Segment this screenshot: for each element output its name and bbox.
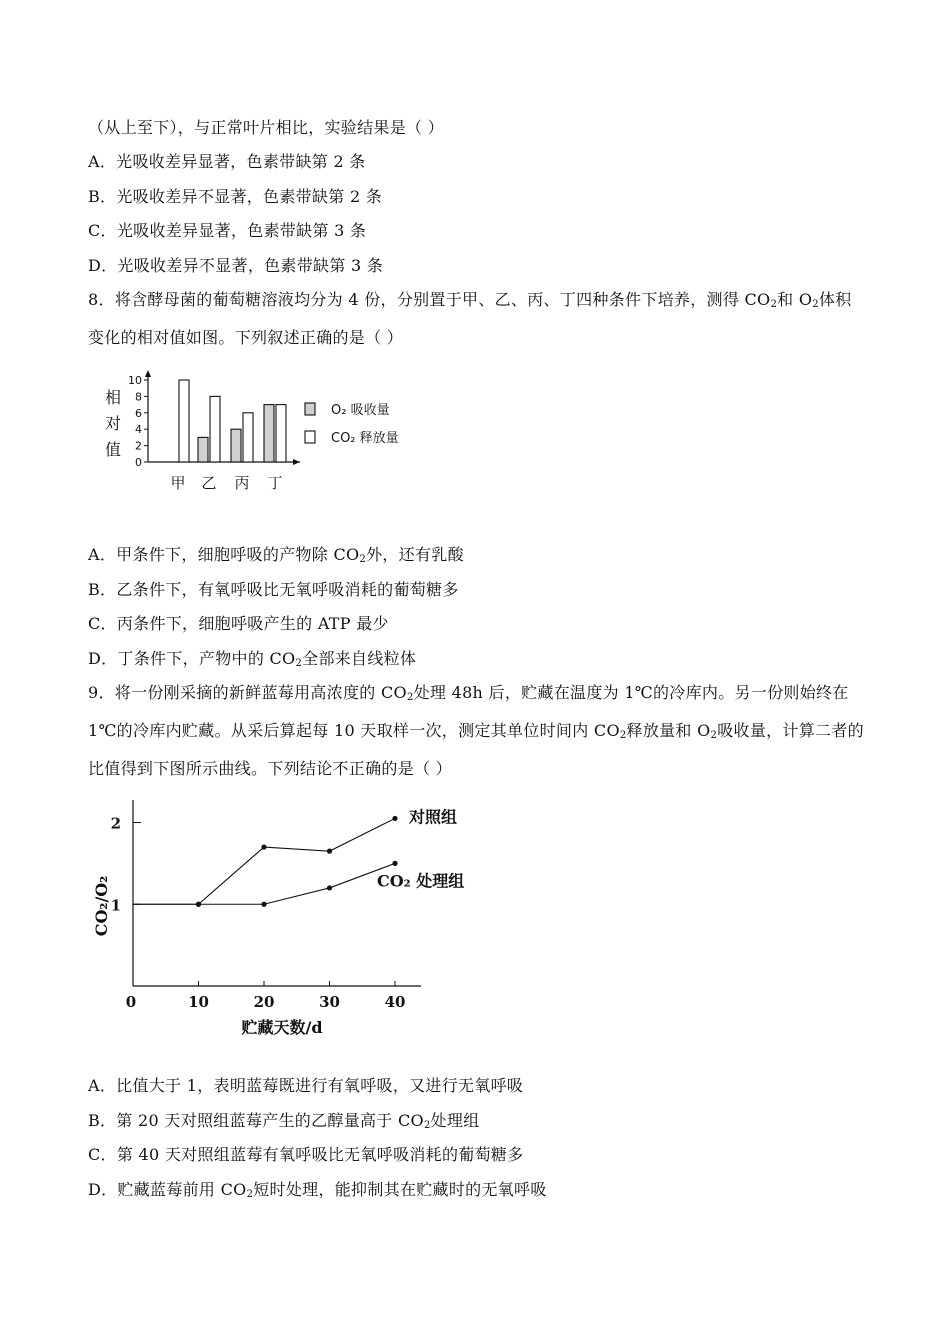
- x-tick-label: 0: [125, 993, 137, 1011]
- q8-stem-line2: 变化的相对值如图。下列叙述正确的是（ ）: [88, 328, 404, 347]
- x-tick-label: 40: [384, 993, 406, 1011]
- q9-stem-line1: 9．将一份刚采摘的新鲜蓝莓用高浓度的 $CO_2$处理 48h 后，贮藏在温度为 1℃的冷库内。另一份则始终在: [88, 683, 849, 703]
- data-point: [261, 902, 266, 907]
- series-label: 对照组: [409, 807, 458, 827]
- x-tick-label: 20: [253, 993, 275, 1011]
- x-tick-label: 乙: [201, 474, 217, 492]
- q8-option-a: A．甲条件下，细胞呼吸的产物除 $CO_2$外，还有乳酸: [88, 545, 464, 565]
- series-line-1: [133, 863, 395, 904]
- q7-option-a: A．光吸收差异显著，色素带缺第 2 条: [88, 152, 366, 171]
- x-tick-label: 10: [188, 993, 209, 1011]
- q8-option-c: C．丙条件下，细胞呼吸产生的 ATP 最少: [88, 614, 389, 633]
- legend-label: CO₂ 释放量: [331, 431, 399, 446]
- bar-o2-乙: [198, 437, 208, 462]
- q9-line-chart: [85, 795, 485, 1045]
- data-point: [327, 849, 332, 854]
- y-axis-label-char: 对: [104, 414, 122, 433]
- q9-stem-line3: 比值得到下图所示曲线。下列结论不正确的是（ ）: [88, 759, 452, 778]
- q9-option-c: C．第 40 天对照组蓝莓有氧呼吸比无氧呼吸消耗的葡萄糖多: [88, 1145, 524, 1164]
- bar-co2-乙: [210, 396, 220, 462]
- q8-stem-line1: 8．将含酵母菌的葡萄糖溶液均分为 4 份，分别置于甲、乙、丙、丁四种条件下培养，测得 $CO_2$和 $O_2$体积: [88, 290, 852, 310]
- y-tick-label: 1: [110, 896, 121, 915]
- data-point: [196, 902, 201, 907]
- q8-option-d: D．丁条件下，产物中的 $CO_2$全部来自线粒体: [88, 649, 417, 669]
- q7-option-c: C．光吸收差异显著，色素带缺第 3 条: [88, 221, 367, 240]
- q9-stem-line2: 1℃的冷库内贮藏。从采后算起每 10 天取样一次，测定其单位时间内 $CO_2$释放量和 $O_2$吸收量，计算二者的: [88, 721, 864, 741]
- data-point: [327, 885, 332, 890]
- y-axis-label: CO₂/O₂: [92, 875, 111, 937]
- bar-o2-丙: [231, 429, 241, 462]
- q7-option-d: D．光吸收差异不显著，色素带缺第 3 条: [88, 256, 384, 275]
- q7-stem-tail: （从上至下），与正常叶片相比，实验结果是（ ）: [88, 118, 444, 137]
- y-axis-label-char: 相: [104, 388, 122, 407]
- data-point: [392, 861, 397, 866]
- x-tick-label: 30: [319, 993, 340, 1011]
- data-point: [392, 816, 397, 821]
- x-axis-arrow: [293, 459, 300, 465]
- y-tick-label: 0: [135, 456, 142, 469]
- x-tick-label: 丙: [234, 474, 250, 492]
- y-tick-label: 4: [135, 423, 142, 437]
- q9-option-a: A．比值大于 1，表明蓝莓既进行有氧呼吸，又进行无氧呼吸: [88, 1076, 524, 1095]
- y-tick-label: 10: [128, 374, 142, 387]
- y-tick-label: 2: [135, 439, 142, 453]
- x-tick-label: 丁: [267, 474, 283, 492]
- y-tick-label: 8: [135, 390, 142, 404]
- bar-o2-丁: [264, 405, 274, 462]
- legend-swatch: [305, 431, 315, 443]
- bar-co2-甲: [179, 380, 189, 462]
- q9-option-d: D．贮藏蓝莓前用 $CO_2$短时处理，能抑制其在贮藏时的无氧呼吸: [88, 1180, 547, 1200]
- legend-swatch: [305, 403, 315, 415]
- q8-option-b: B．乙条件下，有氧呼吸比无氧呼吸消耗的葡萄糖多: [88, 580, 459, 599]
- data-point: [261, 844, 266, 849]
- series-line-0: [133, 818, 395, 904]
- bar-co2-丁: [276, 405, 286, 462]
- legend-label: O₂ 吸收量: [331, 403, 390, 418]
- y-axis-label-char: 值: [104, 440, 122, 459]
- q8-bar-chart: [95, 365, 425, 500]
- series-label: CO₂ 处理组: [377, 871, 465, 891]
- q7-option-b: B．光吸收差异不显著，色素带缺第 2 条: [88, 187, 383, 206]
- q9-option-b: B．第 20 天对照组蓝莓产生的乙醇量高于 $CO_2$处理组: [88, 1111, 480, 1131]
- x-tick-label: 甲: [170, 474, 186, 492]
- y-tick-label: 2: [110, 814, 121, 833]
- bar-co2-丙: [243, 413, 253, 462]
- y-axis-arrow: [145, 370, 151, 377]
- x-axis-label: 贮藏天数/d: [241, 1018, 323, 1037]
- y-tick-label: 6: [135, 406, 142, 420]
